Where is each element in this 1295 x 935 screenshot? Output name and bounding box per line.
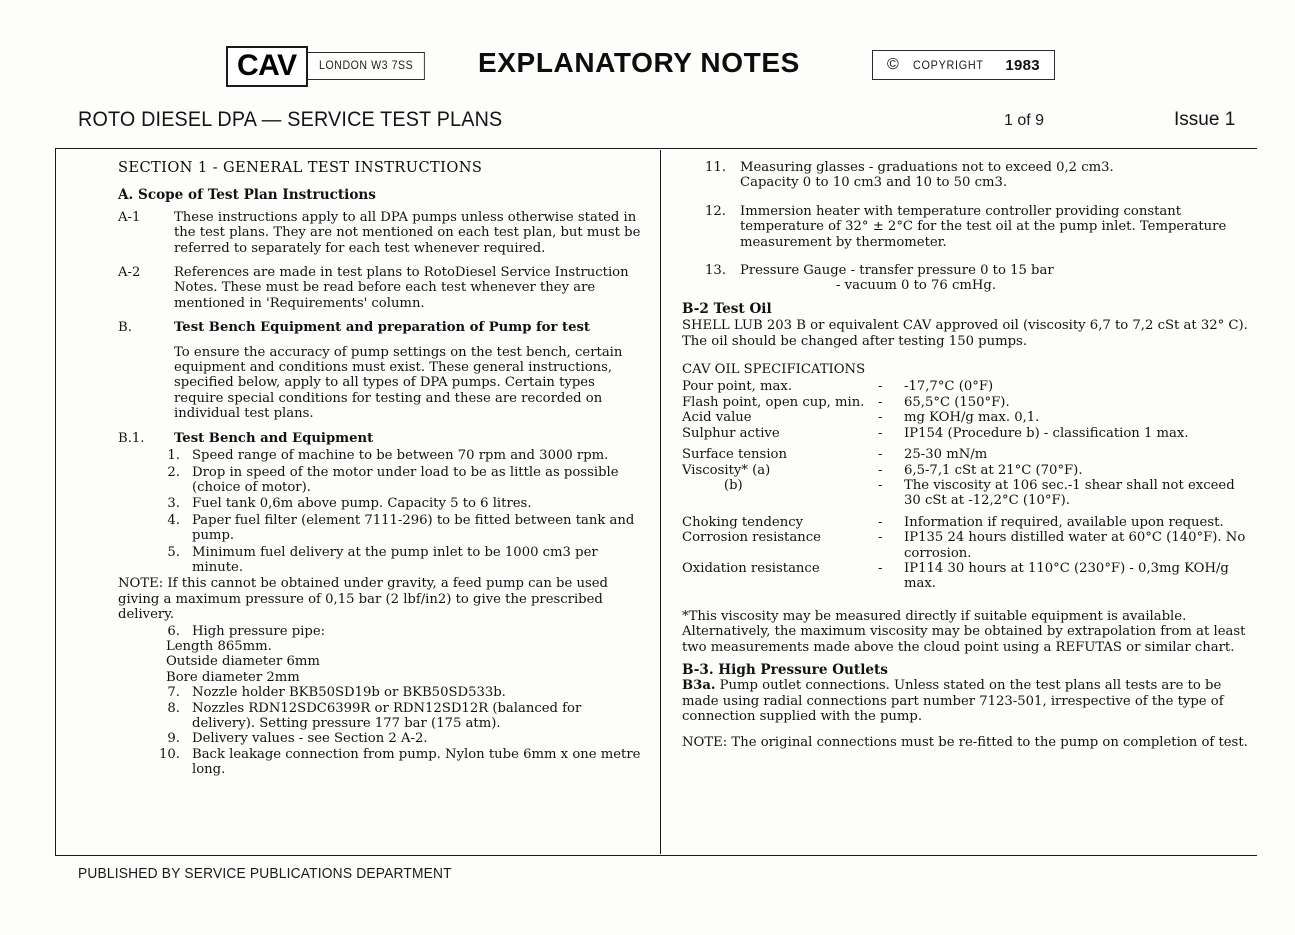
list-item-body bbox=[740, 263, 1254, 294]
spec-dash: - bbox=[878, 394, 883, 410]
list-item-number: 7. bbox=[167, 685, 180, 701]
list-item-number: 2. bbox=[167, 464, 180, 480]
document-subtitle: ROTO DIESEL DPA — SERVICE TEST PLANS bbox=[78, 108, 503, 131]
clause-b-heading-row bbox=[118, 320, 648, 335]
list-item-text: High pressure pipe: bbox=[192, 623, 326, 639]
clause-a1-text: These instructions apply to all DPA pumps unless otherwise stated in the test plans. They are not mentioned on each test plan, but must be referred to separately for each test whenever required. bbox=[174, 209, 641, 256]
list-item-body bbox=[740, 160, 1254, 191]
spec-dash: - bbox=[878, 560, 883, 576]
spec-name: Acid value bbox=[682, 410, 752, 426]
spec-name: Pour point, max. bbox=[682, 379, 793, 395]
clause-a2-label: A-2 bbox=[118, 265, 141, 281]
table-row bbox=[682, 410, 1254, 425]
copyright-box bbox=[872, 50, 1055, 80]
list-item-number: 9. bbox=[167, 731, 180, 747]
spec-dash: - bbox=[878, 447, 883, 463]
list-item bbox=[136, 747, 648, 778]
pipe-spec-lines bbox=[166, 639, 648, 685]
list-item-number: 12. bbox=[705, 203, 726, 219]
list-item bbox=[682, 160, 1254, 191]
list-item bbox=[136, 731, 648, 746]
clause-b-heading: Test Bench Equipment and preparation of Pump for test bbox=[174, 320, 591, 336]
table-row bbox=[682, 478, 1254, 515]
left-column bbox=[118, 160, 648, 778]
list-item-text: Drop in speed of the motor under load to be as little as possible (choice of motor). bbox=[192, 464, 619, 495]
clause-b-label: B. bbox=[118, 320, 132, 336]
clause-a1 bbox=[118, 210, 648, 256]
list-item-number: 13. bbox=[705, 263, 726, 279]
footer-rule bbox=[55, 855, 1257, 856]
clause-b-body-row bbox=[118, 345, 648, 422]
spec-value: 6,5-7,1 cSt at 21°C (70°F). bbox=[904, 462, 1083, 478]
spec-name: Oxidation resistance bbox=[682, 560, 820, 576]
header-rule bbox=[55, 148, 1257, 149]
clause-b-text: To ensure the accuracy of pump settings on the test bench, certain equipment and conditions must exist. These general instructions, specified below, apply to all types of DPA pumps. Certain types require special conditions for testing and these are recorded on individual test plans. bbox=[174, 344, 623, 422]
spec-value: The viscosity at 106 sec.-1 shear shall not exceed 30 cSt at -12,2°C (10°F). bbox=[904, 477, 1235, 509]
list-item-text: Back leakage connection from pump. Nylon tube 6mm x one metre long. bbox=[192, 746, 641, 778]
section-heading: SECTION 1 - GENERAL TEST INSTRUCTIONS bbox=[118, 159, 483, 176]
spec-value: 25-30 mN/m bbox=[904, 447, 988, 463]
cav-logo: CAV bbox=[226, 46, 308, 87]
spec-value: -17,7°C (0°F) bbox=[904, 379, 994, 395]
subsection-b2-heading: B-2 Test Oil bbox=[682, 300, 772, 317]
right-column bbox=[682, 160, 1254, 750]
copyright-icon: © bbox=[887, 56, 899, 73]
list-item bbox=[682, 204, 1254, 250]
spec-dash: - bbox=[878, 477, 883, 493]
list-item-line: - vacuum 0 to 76 cmHg. bbox=[836, 278, 997, 294]
list-item-line: Immersion heater with temperature controller providing constant temperature of 32° ± 2°C for the test oil at the pump inlet. Temperature measurement by thermometer. bbox=[740, 203, 1227, 250]
list-item-text: Fuel tank 0,6m above pump. Capacity 5 to 6 litres. bbox=[192, 496, 532, 512]
spec-dash: - bbox=[878, 379, 883, 395]
list-item-number: 5. bbox=[167, 544, 180, 560]
list-item-text: Minimum fuel delivery at the pump inlet to be 1000 cm3 per minute. bbox=[192, 544, 598, 575]
equipment-note: NOTE: If this cannot be obtained under gravity, a feed pump can be used giving a maximum pressure of 0,15 bar (2 lbf/in2) to give the prescribed delivery. bbox=[118, 576, 608, 623]
clause-b1-heading-row bbox=[118, 431, 648, 446]
spec-dash: - bbox=[878, 410, 883, 426]
list-item bbox=[136, 701, 648, 732]
page-title: EXPLANATORY NOTES bbox=[478, 47, 800, 78]
clause-b3a-label: B3a. bbox=[682, 678, 716, 694]
left-border-rule bbox=[55, 148, 56, 856]
list-item-text: Nozzles RDN12SDC6399R or RDN12SD12R (balanced for delivery). Setting pressure 177 bar (175 atm). bbox=[192, 700, 582, 731]
list-item-text: Delivery values - see Section 2 A-2. bbox=[192, 731, 428, 747]
equipment-list-part1 bbox=[136, 448, 648, 575]
cav-address-box: LONDON W3 7SS bbox=[308, 52, 425, 80]
list-item-text: Nozzle holder BKB50SD19b or BKB50SD533b. bbox=[192, 685, 506, 701]
equipment-list-part2 bbox=[136, 624, 648, 778]
list-item-number: 8. bbox=[167, 700, 180, 716]
clause-b1-label: B.1. bbox=[118, 430, 145, 446]
footer-text: PUBLISHED BY SERVICE PUBLICATIONS DEPARTMENT bbox=[78, 866, 452, 882]
table-row bbox=[682, 447, 1254, 462]
clause-a2 bbox=[118, 265, 648, 311]
issue-number: Issue 1 bbox=[1174, 109, 1236, 130]
list-item bbox=[136, 465, 648, 496]
table-row bbox=[682, 426, 1254, 447]
spec-name: Flash point, open cup, min. bbox=[682, 394, 865, 410]
list-item-number: 10. bbox=[159, 746, 180, 762]
spec-name: (b) bbox=[682, 477, 743, 493]
spec-name: Corrosion resistance bbox=[682, 530, 821, 546]
b3-note: NOTE: The original connections must be re-fitted to the pump on completion of test. bbox=[682, 734, 1248, 750]
table-row bbox=[682, 561, 1254, 598]
subsection-b2-text: SHELL LUB 203 B or equivalent CAV approved oil (viscosity 6,7 to 7,2 cSt at 32° C). The oil should be changed after testing 150 pumps. bbox=[682, 318, 1248, 349]
oil-spec-heading: CAV OIL SPECIFICATIONS bbox=[682, 362, 866, 378]
list-item-number: 6. bbox=[167, 623, 180, 639]
table-row bbox=[682, 463, 1254, 478]
spec-value: 65,5°C (150°F). bbox=[904, 394, 1010, 410]
clause-b3a bbox=[682, 678, 1254, 724]
list-item bbox=[682, 263, 1254, 294]
table-row bbox=[682, 530, 1254, 561]
spec-value: IP154 (Procedure b) - classification 1 max. bbox=[904, 425, 1189, 441]
list-item-text: Paper fuel filter (element 7111-296) to be fitted between tank and pump. bbox=[192, 512, 635, 544]
spec-name: Choking tendency bbox=[682, 514, 804, 530]
pipe-spec-line: Length 865mm. bbox=[166, 638, 272, 654]
masthead bbox=[0, 46, 1295, 98]
spec-value: mg KOH/g max. 0,1. bbox=[904, 410, 1040, 426]
table-row bbox=[682, 515, 1254, 530]
pipe-spec-line: Bore diameter 2mm bbox=[166, 669, 300, 685]
list-item-number: 11. bbox=[705, 160, 726, 175]
list-item bbox=[136, 685, 648, 700]
list-item-line: Measuring glasses - graduations not to exceed 0,2 cm3. bbox=[740, 160, 1114, 175]
page-number: 1 of 9 bbox=[1004, 112, 1045, 129]
copyright-year: 1983 bbox=[1005, 56, 1040, 74]
table-row bbox=[682, 395, 1254, 410]
cav-logo-group bbox=[226, 46, 435, 87]
spec-name: Surface tension bbox=[682, 447, 787, 463]
list-item-line: Pressure Gauge - transfer pressure 0 to 15 bar bbox=[740, 263, 1054, 279]
spec-value: IP114 30 hours at 110°C (230°F) - 0,3mg KOH/g max. bbox=[904, 560, 1229, 592]
list-item-line: Capacity 0 to 10 cm3 and 10 to 50 cm3. bbox=[740, 175, 1008, 191]
spec-name: Sulphur active bbox=[682, 425, 780, 441]
copyright-label: COPYRIGHT bbox=[912, 58, 984, 72]
spec-value: Information if required, available upon request. bbox=[904, 514, 1224, 530]
list-item-number: 3. bbox=[167, 496, 180, 512]
spec-dash: - bbox=[878, 425, 883, 441]
list-item bbox=[136, 448, 648, 463]
list-item bbox=[136, 513, 648, 544]
spec-dash: - bbox=[878, 514, 883, 530]
viscosity-footnote: *This viscosity may be measured directly if suitable equipment is available. Alternatively, the maximum viscosity may be obtained by extrapolation from at least two measurements made above the cloud point using a REFUTAS or similar chart. bbox=[682, 608, 1246, 655]
oil-spec-table bbox=[682, 379, 1254, 597]
spec-dash: - bbox=[878, 530, 883, 546]
clause-a1-label: A-1 bbox=[118, 209, 141, 225]
table-row bbox=[682, 379, 1254, 394]
clause-b3a-text: Pump outlet connections. Unless stated on the test plans all tests are to be made using radial connections part number 7123-501, irrespective of the type of connection supplied with the pump. bbox=[682, 678, 1224, 725]
list-item-number: 4. bbox=[167, 512, 180, 528]
spec-dash: - bbox=[878, 462, 883, 478]
list-item-text: Speed range of machine to be between 70 rpm and 3000 rpm. bbox=[192, 448, 609, 464]
column-divider bbox=[660, 150, 661, 854]
spec-name: Viscosity* (a) bbox=[682, 462, 771, 478]
clause-a2-text: References are made in test plans to RotoDiesel Service Instruction Notes. These must be read before each test whenever they are mentioned in 'Requirements' column. bbox=[174, 265, 629, 311]
list-item-number: 1. bbox=[167, 448, 180, 464]
subsection-a-heading: A. Scope of Test Plan Instructions bbox=[118, 187, 376, 204]
clause-b1-heading: Test Bench and Equipment bbox=[174, 430, 374, 446]
list-item bbox=[136, 624, 648, 639]
pipe-spec-line: Outside diameter 6mm bbox=[166, 654, 320, 670]
list-item bbox=[136, 545, 648, 576]
subsection-b3-heading: B-3. High Pressure Outlets bbox=[682, 661, 888, 678]
list-item bbox=[136, 496, 648, 511]
spec-value: IP135 24 hours distilled water at 60°C (140°F). No corrosion. bbox=[904, 530, 1246, 561]
subheader bbox=[0, 108, 1295, 142]
